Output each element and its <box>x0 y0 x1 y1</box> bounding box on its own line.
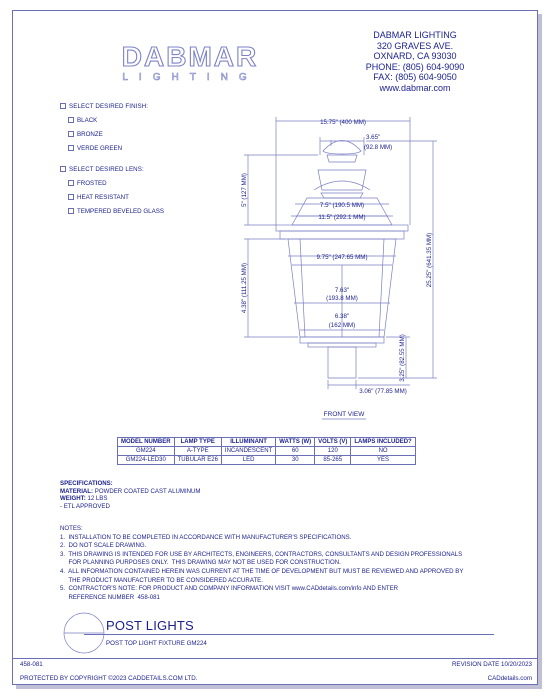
note-item: 3. THIS DRAWING IS INTENDED FOR USE BY ARCHITECTS, ENGINEERS, CONTRACTORS, CONSULTANTS AND DESIGN PROFESSIONALS <box>60 550 463 558</box>
table-cell: 120 <box>315 447 351 456</box>
note-item: 4. ALL INFORMATION CONTAINED HEREIN WAS CURRENT AT THE TIME OF DEVELOPMENT BUT MUST BE REVIEWED AND APPROVED BY <box>60 567 464 575</box>
company-website[interactable]: www.dabmar.com <box>379 82 451 93</box>
dim-top-width-mm: (92.8 MM) <box>364 144 393 151</box>
table-cell: 85-265 <box>315 456 351 465</box>
dim-base-height: 3.25" (82.55 MM) <box>399 334 406 382</box>
table-cell: GM224-LED30 <box>118 456 175 465</box>
approval-text: - ETL APPROVED <box>60 502 110 510</box>
table-header: MODEL NUMBER <box>118 438 175 447</box>
dim-overall-width: 15.75" (400 MM) <box>320 119 366 126</box>
revision-date: REVISION DATE 10/20/2023 <box>451 661 532 668</box>
source-text[interactable]: CADdetails.com <box>487 675 532 682</box>
table-cell: TUBULAR E26 <box>174 456 221 465</box>
note-item: 2. DO NOT SCALE DRAWING. <box>60 542 147 550</box>
table-cell: LED <box>221 456 275 465</box>
table-cell: YES <box>351 456 415 465</box>
title-circle-icon <box>60 610 110 656</box>
dim-top-width: 3.65" <box>366 134 381 141</box>
company-phone: PHONE: (805) 604-9090 <box>365 61 465 72</box>
table-header-row <box>118 438 416 447</box>
company-address-line2: OXNARD, CA 93030 <box>373 51 457 61</box>
dim-overall-height: 25.25" (641.35 MM) <box>426 232 433 288</box>
company-address-line1: 320 GRAVES AVE. <box>376 40 454 51</box>
lens-label: FROSTED <box>77 180 107 187</box>
lens-label: TEMPERED BEVELED GLASS <box>77 208 164 215</box>
table-row <box>118 447 416 456</box>
copyright-text: PROTECTED BY COPYRIGHT ©2023 CADDETAILS.COM LTD. <box>20 675 198 682</box>
reference-number: 458-081 <box>20 661 43 668</box>
table-header: ILLUMINANT <box>221 438 275 447</box>
note-item: THE PRODUCT MANUFACTURER TO BE CONSIDERED ACCURATE. <box>60 576 263 584</box>
notes-block <box>60 525 463 602</box>
material-label: MATERIAL: <box>60 487 94 495</box>
view-label: FRONT VIEW <box>323 411 365 418</box>
finish-title-label: SELECT DESIRED FINISH: <box>69 103 149 110</box>
table-header: VOLTS (V) <box>315 438 351 447</box>
dimension-lines <box>244 117 437 389</box>
table-row <box>118 456 416 465</box>
table-cell: A-TYPE <box>174 447 221 456</box>
table-header: LAMPS INCLUDED? <box>351 438 415 447</box>
table-cell: GM224 <box>118 447 175 456</box>
table-cell: 60 <box>276 447 315 456</box>
note-item: FOR PLANNING PURPOSES ONLY. THIS DRAWING MAY NOT BE USED FOR CONSTRUCTION. <box>60 559 341 567</box>
material-value: POWDER COATED CAST ALUMINUM <box>94 487 201 495</box>
dim-lens-mid-width-mm: (193.8 MM) <box>326 295 358 302</box>
table-cell: INCANDESCENT <box>221 447 275 456</box>
table-cell: NO <box>351 447 415 456</box>
company-name: DABMAR LIGHTING <box>373 30 457 40</box>
dim-cap-height: 5" (127 MM) <box>241 173 248 207</box>
dim-lens-mid-width: 7.63" <box>334 287 350 294</box>
dim-lens-bottom-width-mm: (162 MM) <box>328 322 356 329</box>
table-header: LAMP TYPE <box>174 438 221 447</box>
weight-value: 12 LBS <box>87 495 108 503</box>
title-sub: POST TOP LIGHT FIXTURE GM224 <box>106 640 207 647</box>
dim-roof-width: 11.5" (292.1 MM) <box>318 214 366 221</box>
model-table <box>117 437 416 465</box>
specifications-block <box>60 480 201 510</box>
table-header: WATTS (W) <box>276 438 315 447</box>
note-item: 5. CONTRACTOR'S NOTE: FOR PRODUCT AND COMPANY INFORMATION VISIT www.CADdetails.com/info AND ENTER <box>60 585 399 593</box>
weight-label: WEIGHT: <box>60 495 86 503</box>
finish-label: VERDE GREEN <box>77 145 123 152</box>
note-item: REFERENCE NUMBER 458-081 <box>60 593 160 601</box>
dim-lens-bottom-width: 6.38" <box>334 313 350 320</box>
footer-divider <box>12 658 538 659</box>
lens-label: HEAT RESISTANT <box>77 194 129 201</box>
lens-title-label: SELECT DESIRED LENS: <box>69 166 144 173</box>
finish-label: BLACK <box>77 117 98 124</box>
dim-base-width: 3.06" (77.85 MM) <box>359 388 407 395</box>
title-main: POST LIGHTS <box>106 618 194 633</box>
notes-title: NOTES: <box>60 525 83 532</box>
specifications-title: SPECIFICATIONS: <box>60 480 113 487</box>
finish-label: BRONZE <box>77 131 103 138</box>
title-divider <box>84 634 494 635</box>
dim-lens-top-width: 9.75" (247.65 MM) <box>316 254 368 261</box>
company-fax: FAX: (805) 604-9050 <box>373 72 457 82</box>
dim-lens-height: 4.38" (111.25 MM) <box>241 262 248 314</box>
table-cell: 30 <box>276 456 315 465</box>
note-item: 1. INSTALLATION TO BE COMPLETED IN ACCORDANCE WITH MANUFACTURER'S SPECIFICATIONS. <box>60 533 352 541</box>
dim-upper-width: 7.5" (190.5 MM) <box>319 202 365 209</box>
logo-main-text: DABMAR <box>121 41 259 72</box>
logo-sub-text: LIGHTING <box>122 72 258 82</box>
